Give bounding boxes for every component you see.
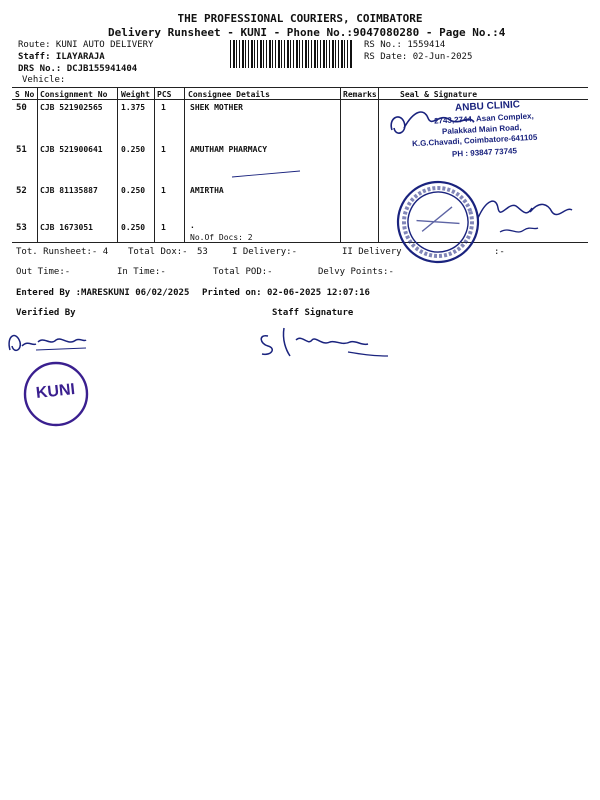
row-weight: 1.375 xyxy=(121,103,146,112)
row-consignee: AMUTHAM PHARMACY xyxy=(190,145,268,154)
col-header-remarks: Remarks xyxy=(343,90,377,99)
row-consignee: SHEK MOTHER xyxy=(190,103,243,112)
row-weight: 0.250 xyxy=(121,186,146,195)
round-seal-icon xyxy=(388,172,489,273)
clinic-stamp-phone: PH : 93847 73745 xyxy=(451,146,518,159)
staff-text: Staff: ILAYARAJA xyxy=(18,52,105,62)
rs-date: RS Date: 02-Jun-2025 xyxy=(364,52,473,62)
row-sno: 53 xyxy=(16,223,27,233)
row-sno: 51 xyxy=(16,145,27,155)
company-title: THE PROFESSIONAL COURIERS, COIMBATORE xyxy=(177,12,423,25)
col-header-weight: Weight xyxy=(121,90,150,99)
row-consignment: CJB 521902565 xyxy=(40,103,103,112)
verifier-underline-icon xyxy=(36,348,86,350)
row-pcs: 1 xyxy=(161,103,166,112)
total-dox-value: 53 xyxy=(197,247,208,257)
ii-delivery-tail: :- xyxy=(494,247,505,257)
col-header-pcs: PCS xyxy=(157,90,172,99)
i-delivery: I Delivery:- xyxy=(232,247,298,257)
verified-by-label: Verified By xyxy=(16,308,76,318)
row-sno: 50 xyxy=(16,103,27,113)
col-header-sno: S No xyxy=(15,90,35,99)
total-pod: Total POD:- xyxy=(213,267,273,277)
ii-delivery: II Delivery xyxy=(342,247,402,257)
clinic-stamp-addr3: K.G.Chavadi, Coimbatore-641105 xyxy=(411,132,538,149)
receiver-signature-icon xyxy=(478,201,572,218)
receiver-signature-tail-icon xyxy=(500,228,538,232)
clinic-stamp-addr1: 2743,2744, Asan Complex, xyxy=(433,111,534,126)
col-header-seal: Seal & Signature xyxy=(400,90,478,99)
staff-signature-icon xyxy=(261,328,368,356)
staff-signature-label: Staff Signature xyxy=(272,308,354,318)
entered-by: Entered By :MARESKUNI 06/02/2025 xyxy=(16,288,190,298)
clinic-signature-icon xyxy=(391,112,474,133)
clinic-stamp-name: ANBU CLINIC xyxy=(454,99,521,114)
col-header-consignment: Consignment No xyxy=(40,90,108,99)
row-pcs: 1 xyxy=(161,223,166,232)
printed-on: Printed on: 02-06-2025 12:07:16 xyxy=(202,288,370,298)
pen-line-icon xyxy=(232,171,300,177)
row-consignee: AMIRTHA xyxy=(190,186,224,195)
row-consignment: CJB 1673051 xyxy=(40,223,93,232)
drs-number: DRS No.: DCJB155941404 xyxy=(18,64,138,74)
kuni-stamp-text: KUNI xyxy=(35,381,76,403)
row-consignment: CJB 521900641 xyxy=(40,145,103,154)
row-pcs: 1 xyxy=(161,145,166,154)
row-weight: 0.250 xyxy=(121,145,146,154)
total-dox-label: Total Dox:- xyxy=(128,247,188,257)
delvy-points: Delvy Points:- xyxy=(318,267,394,277)
vehicle-text: Vehicle: xyxy=(22,75,66,85)
row-consignment: CJB 81135887 xyxy=(40,186,98,195)
col-header-consignee: Consignee Details xyxy=(188,90,270,99)
row-sno: 52 xyxy=(16,186,27,196)
row-weight: 0.250 xyxy=(121,223,146,232)
staff-signature-underline-icon xyxy=(348,352,388,356)
out-time: Out Time:- xyxy=(16,267,71,277)
tot-runsheet: Tot. Runsheet:- 4 xyxy=(16,247,109,257)
row-pcs: 1 xyxy=(161,186,166,195)
clinic-stamp-addr2: Palakkad Main Road, xyxy=(441,122,522,137)
route-text: Route: KUNI AUTO DELIVERY xyxy=(18,40,154,50)
docs-count: No.Of Docs: 2 xyxy=(190,233,253,242)
runsheet-subtitle: Delivery Runsheet - KUNI - Phone No.:9047080280 - Page No.:4 xyxy=(108,26,506,39)
in-time: In Time:- xyxy=(117,267,166,277)
rs-number: RS No.: 1559414 xyxy=(364,40,446,50)
row-consignee: . xyxy=(190,221,195,230)
